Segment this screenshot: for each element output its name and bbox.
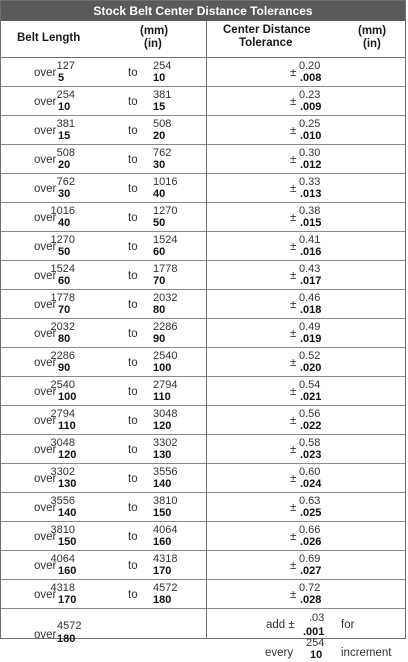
tol-mm: 0.33 — [299, 176, 321, 188]
table-row — [1, 580, 405, 609]
to-in: 50 — [153, 217, 166, 229]
tol-in: .013 — [300, 188, 322, 200]
from-mm: 2794 — [50, 408, 75, 420]
table-row — [1, 116, 405, 145]
to-in: 60 — [153, 246, 166, 258]
to-in: 100 — [153, 362, 172, 374]
from-mm: 3556 — [50, 495, 75, 507]
tol-in: .017 — [300, 275, 322, 287]
table-row — [1, 290, 405, 319]
to-in: 130 — [153, 449, 172, 461]
tol-mm: 0.69 — [299, 553, 321, 565]
table-row — [1, 203, 405, 232]
to-label: to — [128, 328, 138, 340]
to-mm: 4318 — [153, 553, 178, 565]
tol-mm: 0.43 — [299, 263, 321, 275]
table-row — [1, 377, 405, 406]
plus-minus: ± — [290, 386, 297, 398]
to-in: 80 — [153, 304, 166, 316]
tol-in: .016 — [300, 246, 322, 258]
plus-minus: ± — [290, 125, 297, 137]
table-row — [1, 551, 405, 580]
to-label: to — [128, 67, 138, 79]
plus-minus: ± — [290, 241, 297, 253]
to-label: to — [128, 241, 138, 253]
from-in: 150 — [58, 536, 77, 548]
from-in: 120 — [58, 449, 77, 461]
from-mm: 508 — [56, 147, 75, 159]
over-label: over — [34, 183, 57, 195]
every-in: 10 — [310, 649, 323, 661]
to-label: to — [128, 299, 138, 311]
to-label: to — [128, 270, 138, 282]
over-label: over — [34, 96, 57, 108]
tol-in: .025 — [300, 507, 322, 519]
header-tolerance-line1: Center Distance — [223, 24, 311, 36]
over-label: over — [34, 386, 57, 398]
to-label: to — [128, 531, 138, 543]
plus-minus: ± — [290, 328, 297, 340]
table-row — [1, 522, 405, 551]
plus-minus: ± — [290, 531, 297, 543]
table-row — [1, 319, 405, 348]
to-mm: 2540 — [153, 350, 178, 362]
tol-mm: 0.30 — [299, 147, 321, 159]
over-label: over — [34, 560, 57, 572]
tol-in: .028 — [300, 594, 322, 606]
every-label: every — [265, 647, 294, 659]
plus-minus: ± — [290, 270, 297, 282]
to-in: 30 — [153, 159, 166, 171]
tol-in: .010 — [300, 130, 322, 142]
to-in: 170 — [153, 565, 172, 577]
to-mm: 3556 — [153, 466, 178, 478]
plus-minus: ± — [290, 589, 297, 601]
from-in: 110 — [58, 420, 76, 432]
tol-mm: 0.49 — [299, 321, 321, 333]
to-in: 10 — [153, 72, 166, 84]
to-label: to — [128, 125, 138, 137]
tol-in: .024 — [300, 478, 322, 490]
header-tol-in: (in) — [363, 38, 381, 50]
over-label: over — [34, 270, 57, 282]
from-in: 10 — [58, 101, 71, 113]
plus-minus: ± — [290, 183, 297, 195]
tol-in: .021 — [300, 391, 322, 403]
table-row — [1, 145, 405, 174]
table-row — [1, 174, 405, 203]
every-mm: 254 — [306, 637, 325, 649]
table-header — [1, 21, 405, 58]
tol-mm: 0.72 — [299, 582, 321, 594]
to-mm: 2286 — [153, 321, 178, 333]
tol-in: .019 — [300, 333, 322, 345]
from-mm: 2032 — [50, 321, 75, 333]
to-label: to — [128, 96, 138, 108]
plus-minus: ± — [290, 67, 297, 79]
plus-minus: ± — [290, 96, 297, 108]
plus-minus: ± — [290, 415, 297, 427]
table-row — [1, 493, 405, 522]
from-in: 15 — [58, 130, 71, 142]
over-label: over — [34, 357, 57, 369]
from-in: 180 — [57, 633, 76, 645]
from-in: 70 — [58, 304, 71, 316]
to-mm: 1778 — [153, 263, 178, 275]
to-in: 40 — [153, 188, 166, 200]
tol-mm: 0.56 — [299, 408, 321, 420]
tol-mm: 0.23 — [299, 89, 321, 101]
to-in: 20 — [153, 130, 166, 142]
plus-minus: ± — [290, 212, 297, 224]
plus-minus: ± — [290, 357, 297, 369]
to-label: to — [128, 386, 138, 398]
to-mm: 1016 — [153, 176, 178, 188]
to-mm: 3810 — [153, 495, 178, 507]
table-body — [1, 58, 405, 609]
tol-in: .023 — [300, 449, 322, 461]
to-label: to — [128, 357, 138, 369]
to-mm: 381 — [153, 89, 172, 101]
from-mm: 1270 — [50, 234, 75, 246]
over-label: over — [34, 629, 57, 641]
tol-mm: 0.58 — [299, 437, 321, 449]
to-in: 90 — [153, 333, 166, 345]
from-mm: 2540 — [50, 379, 75, 391]
tol-mm: 0.46 — [299, 292, 321, 304]
from-mm: 1778 — [50, 292, 75, 304]
table-row — [1, 261, 405, 290]
from-in: 90 — [58, 362, 71, 374]
to-in: 160 — [153, 536, 172, 548]
over-label: over — [34, 67, 57, 79]
header-belt-mm: (mm) — [140, 25, 169, 37]
to-mm: 762 — [153, 147, 172, 159]
tol-mm: 0.66 — [299, 524, 321, 536]
column-divider — [206, 21, 207, 638]
from-mm: 762 — [56, 176, 75, 188]
tol-mm: 0.52 — [299, 350, 321, 362]
tol-in: .027 — [300, 565, 322, 577]
to-in: 120 — [153, 420, 172, 432]
from-mm: 381 — [56, 118, 75, 130]
table-row — [1, 87, 405, 116]
from-mm: 1524 — [50, 263, 75, 275]
plus-minus: ± — [290, 299, 297, 311]
from-in: 80 — [58, 333, 71, 345]
over-label: over — [34, 241, 57, 253]
add-mm: .03 — [309, 612, 325, 624]
to-mm: 1270 — [153, 205, 178, 217]
tol-in: .026 — [300, 536, 322, 548]
from-in: 100 — [58, 391, 77, 403]
to-in: 110 — [153, 391, 171, 403]
from-in: 30 — [58, 188, 71, 200]
from-in: 50 — [58, 246, 71, 258]
for-label: for — [341, 619, 355, 631]
tol-mm: 0.60 — [299, 466, 321, 478]
from-mm: 3302 — [50, 466, 75, 478]
increment-label: increment — [341, 647, 392, 659]
plus-minus: ± — [290, 154, 297, 166]
to-in: 140 — [153, 478, 172, 490]
from-mm: 254 — [56, 89, 75, 101]
over-label: over — [34, 328, 57, 340]
over-label: over — [34, 212, 57, 224]
to-mm: 3048 — [153, 408, 178, 420]
from-in: 20 — [58, 159, 71, 171]
from-mm: 3048 — [50, 437, 75, 449]
tol-mm: 0.54 — [299, 379, 321, 391]
header-belt-in: (in) — [144, 38, 162, 50]
to-in: 180 — [153, 594, 172, 606]
plus-minus: ± — [290, 444, 297, 456]
header-belt-length: Belt Length — [17, 32, 81, 44]
to-label: to — [128, 560, 138, 572]
plus-minus: ± — [290, 560, 297, 572]
tol-in: .018 — [300, 304, 322, 316]
from-in: 170 — [58, 594, 77, 606]
over-label: over — [34, 415, 57, 427]
over-label: over — [34, 299, 57, 311]
table-row — [1, 435, 405, 464]
from-in: 140 — [58, 507, 77, 519]
table-row — [1, 464, 405, 493]
tol-in: .008 — [300, 72, 322, 84]
from-mm: 3810 — [50, 524, 75, 536]
to-mm: 508 — [153, 118, 172, 130]
tol-mm: 0.20 — [299, 60, 321, 72]
to-in: 15 — [153, 101, 166, 113]
from-in: 5 — [58, 72, 65, 84]
to-label: to — [128, 444, 138, 456]
table-title: Stock Belt Center Distance Tolerances — [1, 1, 405, 21]
from-in: 160 — [58, 565, 77, 577]
from-in: 40 — [58, 217, 71, 229]
to-in: 70 — [153, 275, 166, 287]
to-label: to — [128, 154, 138, 166]
table-row — [1, 406, 405, 435]
to-label: to — [128, 183, 138, 195]
plus-minus: ± — [290, 473, 297, 485]
over-label: over — [34, 502, 57, 514]
to-label: to — [128, 502, 138, 514]
tol-in: .009 — [300, 101, 322, 113]
header-tolerance-line2: Tolerance — [239, 37, 293, 49]
plus-minus: ± — [290, 502, 297, 514]
over-label: over — [34, 444, 57, 456]
to-label: to — [128, 415, 138, 427]
to-mm: 4572 — [153, 582, 178, 594]
tol-mm: 0.41 — [299, 234, 321, 246]
add-label: add ± — [266, 619, 295, 631]
over-label: over — [34, 531, 57, 543]
to-label: to — [128, 589, 138, 601]
tol-mm: 0.63 — [299, 495, 321, 507]
to-label: to — [128, 212, 138, 224]
from-mm: 2286 — [50, 350, 75, 362]
tol-mm: 0.25 — [299, 118, 321, 130]
table-row — [1, 232, 405, 261]
from-mm: 4064 — [50, 553, 75, 565]
from-in: 130 — [58, 478, 77, 490]
from-mm: 4572 — [57, 620, 82, 632]
tol-in: .012 — [300, 159, 322, 171]
over-label: over — [34, 125, 57, 137]
tol-in: .015 — [300, 217, 322, 229]
to-label: to — [128, 473, 138, 485]
table-row-increment — [1, 609, 405, 662]
from-mm: 4318 — [50, 582, 75, 594]
from-mm: 127 — [56, 60, 75, 72]
over-label: over — [34, 154, 57, 166]
tol-in: .022 — [300, 420, 322, 432]
to-mm: 1524 — [153, 234, 178, 246]
to-mm: 3302 — [153, 437, 178, 449]
over-label: over — [34, 589, 57, 601]
add-in: .001 — [303, 626, 325, 638]
to-mm: 254 — [153, 60, 172, 72]
table-row — [1, 58, 405, 87]
from-mm: 1016 — [50, 205, 75, 217]
header-tol-mm: (mm) — [358, 25, 387, 37]
tol-mm: 0.38 — [299, 205, 321, 217]
to-mm: 4064 — [153, 524, 178, 536]
to-mm: 2794 — [153, 379, 178, 391]
from-in: 60 — [58, 275, 71, 287]
tol-in: .020 — [300, 362, 322, 374]
to-mm: 2032 — [153, 292, 178, 304]
table-row — [1, 348, 405, 377]
to-in: 150 — [153, 507, 172, 519]
over-label: over — [34, 473, 57, 485]
